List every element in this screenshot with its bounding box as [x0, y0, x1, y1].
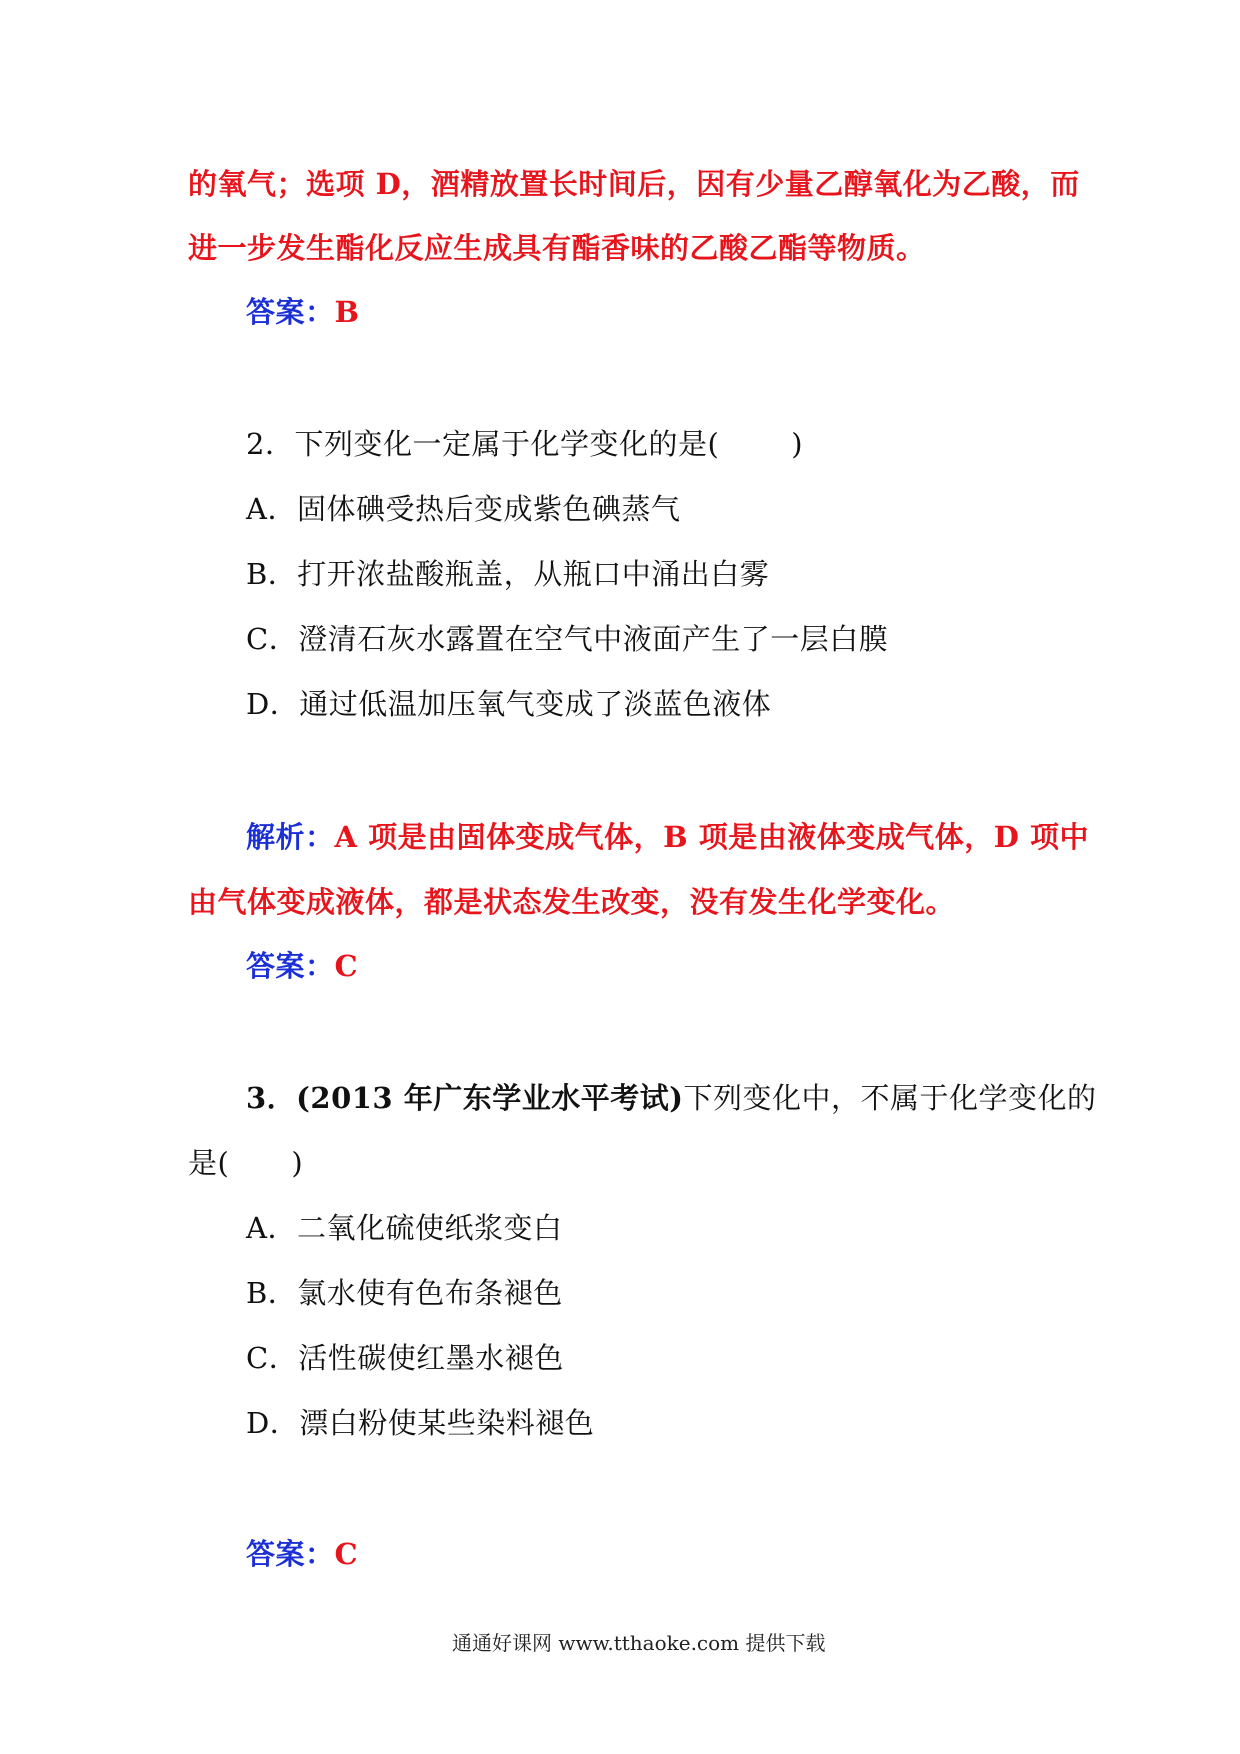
q3-stem-line2-close: ) [291, 1146, 304, 1180]
q1-answer-label: 答案： [246, 295, 335, 329]
q1-analysis-line-1: 的氧气；选项 D，酒精放置长时间后，因有少量乙醇氧化为乙酸，而 [188, 167, 1080, 201]
q2-answer [246, 946, 358, 986]
q2-analysis-line-2: 由气体变成液体，都是状态发生改变，没有发生化学变化。 [188, 885, 956, 919]
q2-option-b: B．打开浓盐酸瓶盖，从瓶口中涌出白雾 [246, 557, 770, 591]
q3-option-c: C．活性碳使红墨水褪色 [246, 1341, 564, 1375]
q2-answer-value: C [334, 949, 359, 983]
q2-stem-text: 2．下列变化一定属于化学变化的是( [246, 427, 720, 461]
q3-answer-value: C [334, 1537, 359, 1571]
q2-stem-close: ) [791, 427, 804, 461]
q3-answer [246, 1534, 358, 1574]
q3-stem-line-2 [188, 1143, 303, 1183]
q3-option-a: A．二氧化硫使纸浆变白 [246, 1211, 563, 1245]
q3-option-d: D．漂白粉使某些染料褪色 [246, 1406, 595, 1440]
q3-answer-label: 答案： [246, 1537, 335, 1571]
q2-analysis-text-1: A 项是由固体变成气体，B 项是由液体变成气体，D 项中 [334, 820, 1089, 854]
q3-stem-rest: 下列变化中，不属于化学变化的 [683, 1081, 1097, 1115]
q2-analysis-label: 解析： [246, 820, 335, 854]
q2-answer-label: 答案： [246, 949, 335, 983]
q3-stem-line2-text: 是( [188, 1146, 230, 1180]
q1-answer-value: B [334, 295, 360, 329]
page-footer: 通通好课网 www.tthaoke.com 提供下载 [452, 1631, 826, 1655]
q1-analysis-line-2: 进一步发生酯化反应生成具有酯香味的乙酸乙酯等物质。 [188, 231, 926, 265]
q2-analysis-line-1 [246, 817, 1089, 857]
q2-option-d: D．通过低温加压氧气变成了淡蓝色液体 [246, 687, 772, 721]
q1-answer [246, 292, 360, 332]
q2-stem [246, 424, 803, 464]
q2-option-c: C．澄清石灰水露置在空气中液面产生了一层白膜 [246, 622, 889, 656]
q3-stem-line-1 [246, 1078, 1096, 1118]
q2-option-a: A．固体碘受热后变成紫色碘蒸气 [246, 492, 681, 526]
q3-stem-source: 3．(2013 年广东学业水平考试) [246, 1081, 684, 1115]
q3-option-b: B．氯水使有色布条褪色 [246, 1276, 563, 1310]
